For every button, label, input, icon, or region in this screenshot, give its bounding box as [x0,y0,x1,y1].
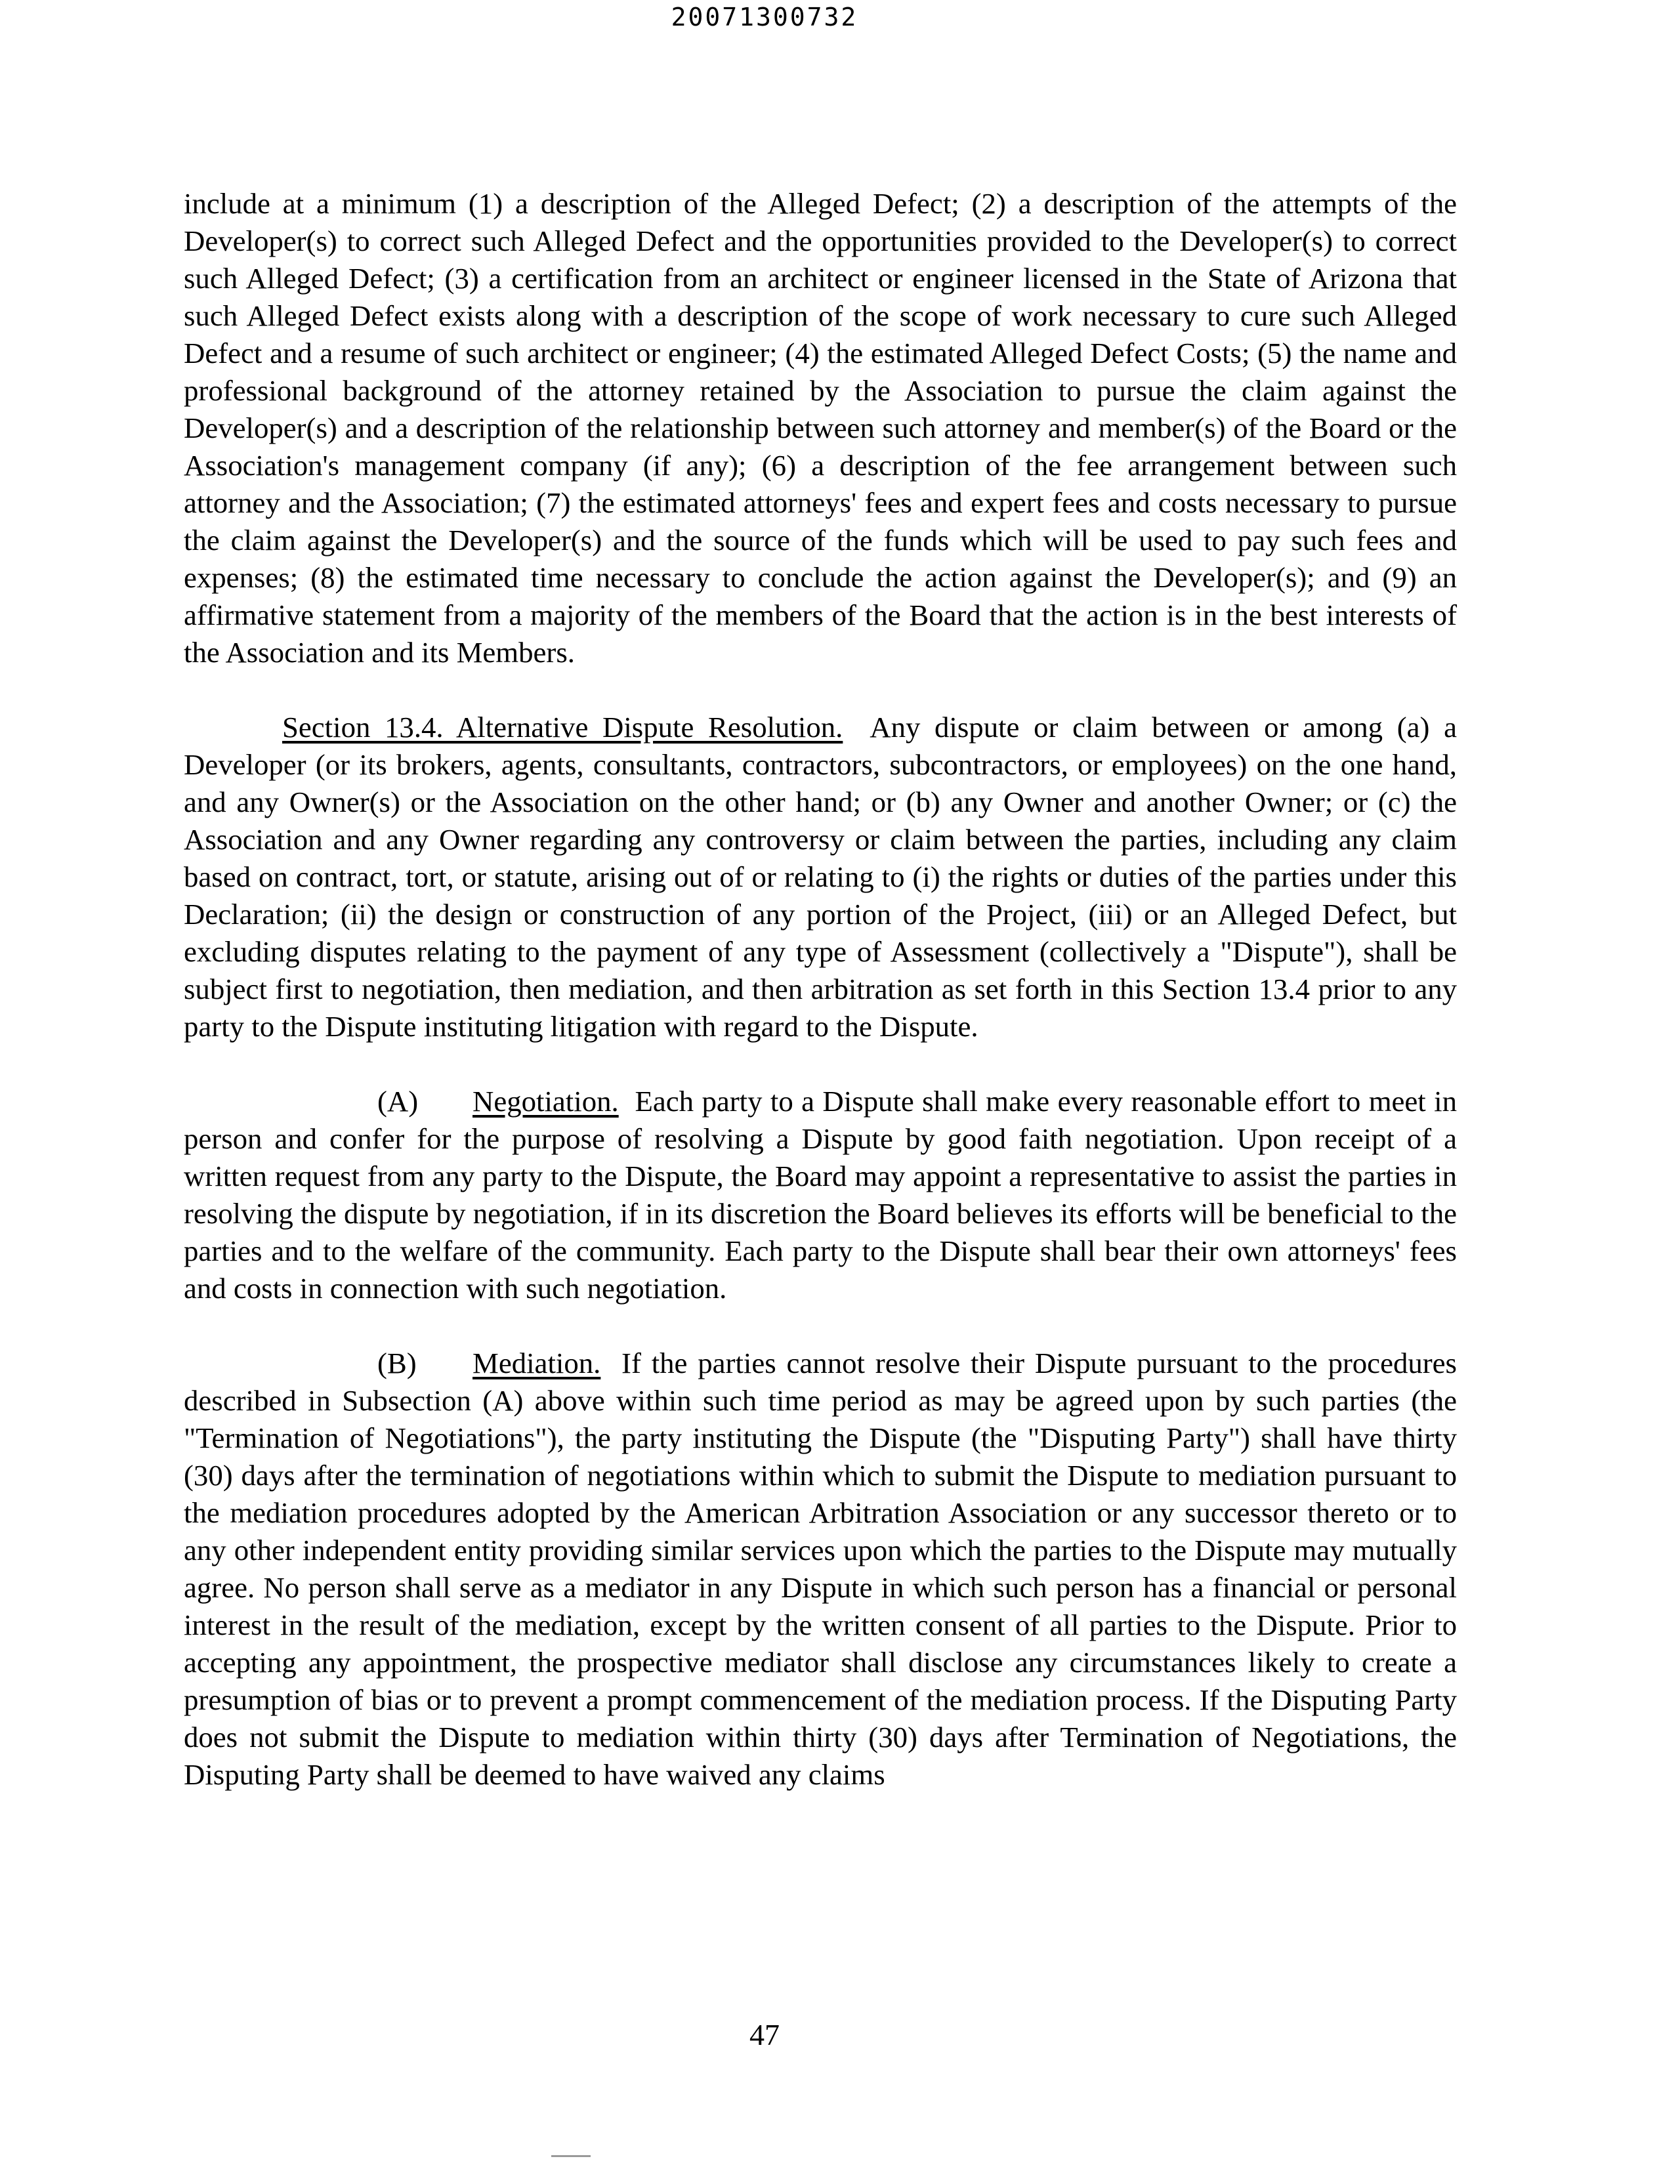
document-body [184,185,1457,1794]
paragraph-mediation [184,1345,1457,1794]
scan-artifact-line [551,2155,591,2157]
paragraph-negotiation [184,1083,1457,1307]
subsection-b-letter: (B) [377,1347,417,1379]
section-13-4-heading: Section 13.4. Alternative Dispute Resolution. [282,711,843,744]
page-number: 47 [749,2018,780,2051]
section-13-4-body: Any dispute or claim between or among (a) a Developer (or its brokers, agents, consultants, contractors, subcontractors, or employees) on the one hand, and any Owner(s) or the Association on the other hand; or (b) any Owner and another Owner; or (c) the Association and any Owner regarding any controversy or claim between the parties, including any claim based on contract, tort, or statute, arising out of or relating to (i) the rights or duties of the parties under this Declaration; (ii) the design or construction of any portion of the Project, (iii) or an Alleged Defect, but excluding disputes relating to the payment of any type of Assessment (collectively a "Dispute"), shall be subject first to negotiation, then mediation, and then arbitration as set forth in this Section 13.4 prior to any party to the Dispute instituting litigation with regard to the Dispute. [184,711,1458,1043]
document-number: 20071300732 [671,3,858,32]
paragraph-section-13-4 [184,709,1457,1045]
paragraph-defect-notice-requirements: include at a minimum (1) a description of the Alleged Defect; (2) a description of the attempts of the Developer(s) to correct such Alleged Defect and the opportunities provided to the Developer(s) to correct such Alleged Defect; (3) a certification from an architect or engineer licensed in the State of Arizona that such Alleged Defect exists along with a description of the scope of work necessary to cure such Alleged Defect and a resume of such architect or engineer; (4) the estimated Alleged Defect Costs; (5) the name and professional background of the attorney retained by the Association to pursue the claim against the Developer(s) and a description of the relationship between such attorney and member(s) of the Board or the Association's management company (if any); (6) a description of the fee arrangement between such attorney and the Association; (7) the estimated attorneys' fees and expert fees and costs necessary to pursue the claim against the Developer(s) and the source of the funds which will be used to pay such fees and expenses; (8) the estimated time necessary to conclude the action against the Developer(s); and (9) an affirmative statement from a majority of the members of the Board that the action is in the best interests of the Association and its Members. [184,187,1457,669]
subsection-b-heading: Mediation. [472,1347,601,1379]
subsection-b-body: If the parties cannot resolve their Dispute pursuant to the procedures described in Subsection (A) above within such time period as may be agreed upon by such parties (the "Termination of Negotiations"), the party instituting the Dispute (the "Disputing Party") shall have thirty (30) days after the termination of negotiations within which to submit the Dispute to mediation pursuant to the mediation procedures adopted by the American Arbitration Association or any successor thereto or to any other independent entity providing similar services upon which the parties to the Dispute may mutually agree. No person shall serve as a mediator in any Dispute in which such person has a financial or personal interest in the result of the mediation, except by the written consent of all parties to the Dispute. Prior to accepting any appointment, the prospective mediator shall disclose any circumstances likely to create a presumption of bias or to prevent a prompt commencement of the mediation process. If the Disputing Party does not submit the Dispute to mediation within thirty (30) days after Termination of Negotiations, the Disputing Party shall be deemed to have waived any claims [184,1347,1457,1791]
subsection-a-body: Each party to a Dispute shall make every reasonable effort to meet in person and confer for the purpose of resolving a Dispute by good faith negotiation. Upon receipt of a written request from any party to the Dispute, the Board may appoint a representative to assist the parties in resolving the dispute by negotiation, if in its discretion the Board believes its efforts will be beneficial to the parties and to the welfare of the community. Each party to the Dispute shall bear their own attorneys' fees and costs in connection with such negotiation. [184,1085,1457,1305]
subsection-a-heading: Negotiation. [472,1085,619,1118]
subsection-a-letter: (A) [377,1085,419,1118]
